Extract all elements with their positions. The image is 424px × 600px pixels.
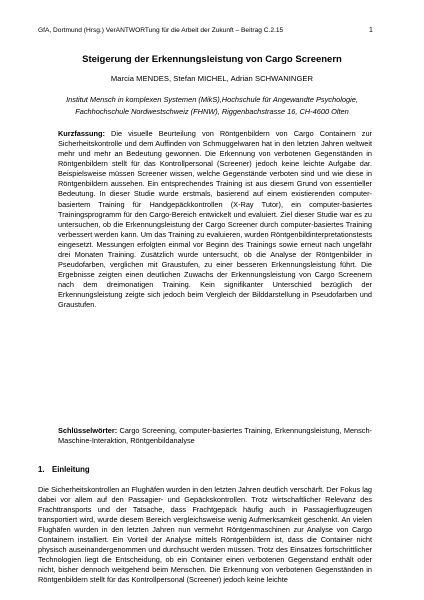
section-title: Einleitung <box>52 465 90 474</box>
section-heading <box>38 465 90 474</box>
section-body-text: Die Sicherheitskontrollen an Flughäfen wurden in den letzten Jahren deutlich verschärft. Der Fokus lag dabei vor allem auf den Passagier- und Gepäckskontrollen. Trotz wirtschaftlicher Relevanz des Frachttransports und der Tatsache, dass Frachtgepäck häufig auch in Passagierflugzeugen transportiert wird, wurde diesem Bereich vergleichsweise wenig Aufmerksamkeit geschenkt. An vielen Flughäfen wurden in den letzten Jahren nun vermehrt Röntgenmaschinen zur Analyse von Cargo Containern installiert. Ein Vorteil der Analyse mittels Röntgenbildern ist, dass die Container nicht physisch auseinandergenommen und durchsucht werden müssen. Trotz des Einsatzes fortschrittlicher Technologien liegt die Entscheidung, ob ein Container einen verbotenen Gegenstand enthält oder nicht, bisher dennoch weitgehend beim Menschen. Die Erkennung von verbotenen Gegenständen in Röntgenbildern stellt für das Kontrollpersonal (Screener) jedoch keine leichte <box>38 485 372 585</box>
abstract <box>58 129 372 310</box>
paper-authors: Marcia MENDES, Stefan MICHEL, Adrian SCHWANINGER <box>110 74 314 83</box>
section-number: 1. <box>38 465 45 474</box>
page-number: 1 <box>369 27 373 34</box>
running-header: GfA, Dortmund (Hrsg.) VerANTWORTung für die Arbeit der Zukunft – Beitrag C.2.15 <box>38 27 284 34</box>
paper-title: Steigerung der Erkennungsleistung von Cargo Screenern <box>82 54 342 65</box>
author-affiliation: Institut Mensch in komplexen Systemen (MikS),Hochschule für Angewandte Psychologie, Fachhochschule Nordwestschweiz (FHNW), Riggenbachstrasse 16, CH-4600 Olten <box>66 95 358 116</box>
abstract-label: Kurzfassung: <box>58 129 105 138</box>
keywords-text: Cargo Screening, computer-basiertes Training, Erkennungsleistung, Mensch-Maschine-Interaktion, Röntgenbildanalyse <box>58 426 372 445</box>
abstract-text: Die visuelle Beurteilung von Röntgenbildern von Cargo Containern zur Sicherheitskontrolle und dem Auffinden von Schmuggelwaren hat in den letzten Jahren weltweit mehr und mehr an Bedeutung gewonnen. Die Erkennung von verbotenen Gegenständen in Röntgenbildern stellt für das Kontrollpersonal (Screener) jedoch keine leichte Aufgabe dar. Beispielsweise müssen Screener wissen, welche Gegenstände verboten sind und wie diese in Röntgenbildern aussehen. Ein entsprechendes Training ist aus diesem Grund von essentieller Bedeutung. In dieser Studie wurde erstmals, basierend auf einem existierenden computer-basiertem Training für Handgepäckkontrollen (X-Ray Tutor), ein computer-basiertes Trainingsprogramm für den Cargo-Bereich entwickelt und evaluiert. Ziel dieser Studie war es zu untersuchen, ob die Erkennungsleistung der Cargo Screener durch computer-basiertes Training verbessert werden kann. Um das Training zu evaluieren, wurden Röntgenbildinterpretationstests eingesetzt. Messungen erfolgten einmal vor Beginn des Trainings sowie erneut nach ungefähr drei Monaten Training. Zusätzlich wurde untersucht, ob die Analyse der Röntgenbilder in Pseudofarben, verglichen mit Graustufen, zu einer besseren Erkennungsleistung führt. Die Ergebnisse zeigten einen deutlichen Zuwachs der Erkennungsleistung von Cargo Screenern nach dem dreimonatigen Training. Kein signifikanter Unterschied bezüglich der Erkennungsleistung zeigte sich jedoch beim Vergleich der Bilddarstellung in Pseudofarben und Graustufen. <box>58 129 372 310</box>
keywords <box>58 426 372 446</box>
keywords-label: Schlüsselwörter: <box>58 426 118 435</box>
